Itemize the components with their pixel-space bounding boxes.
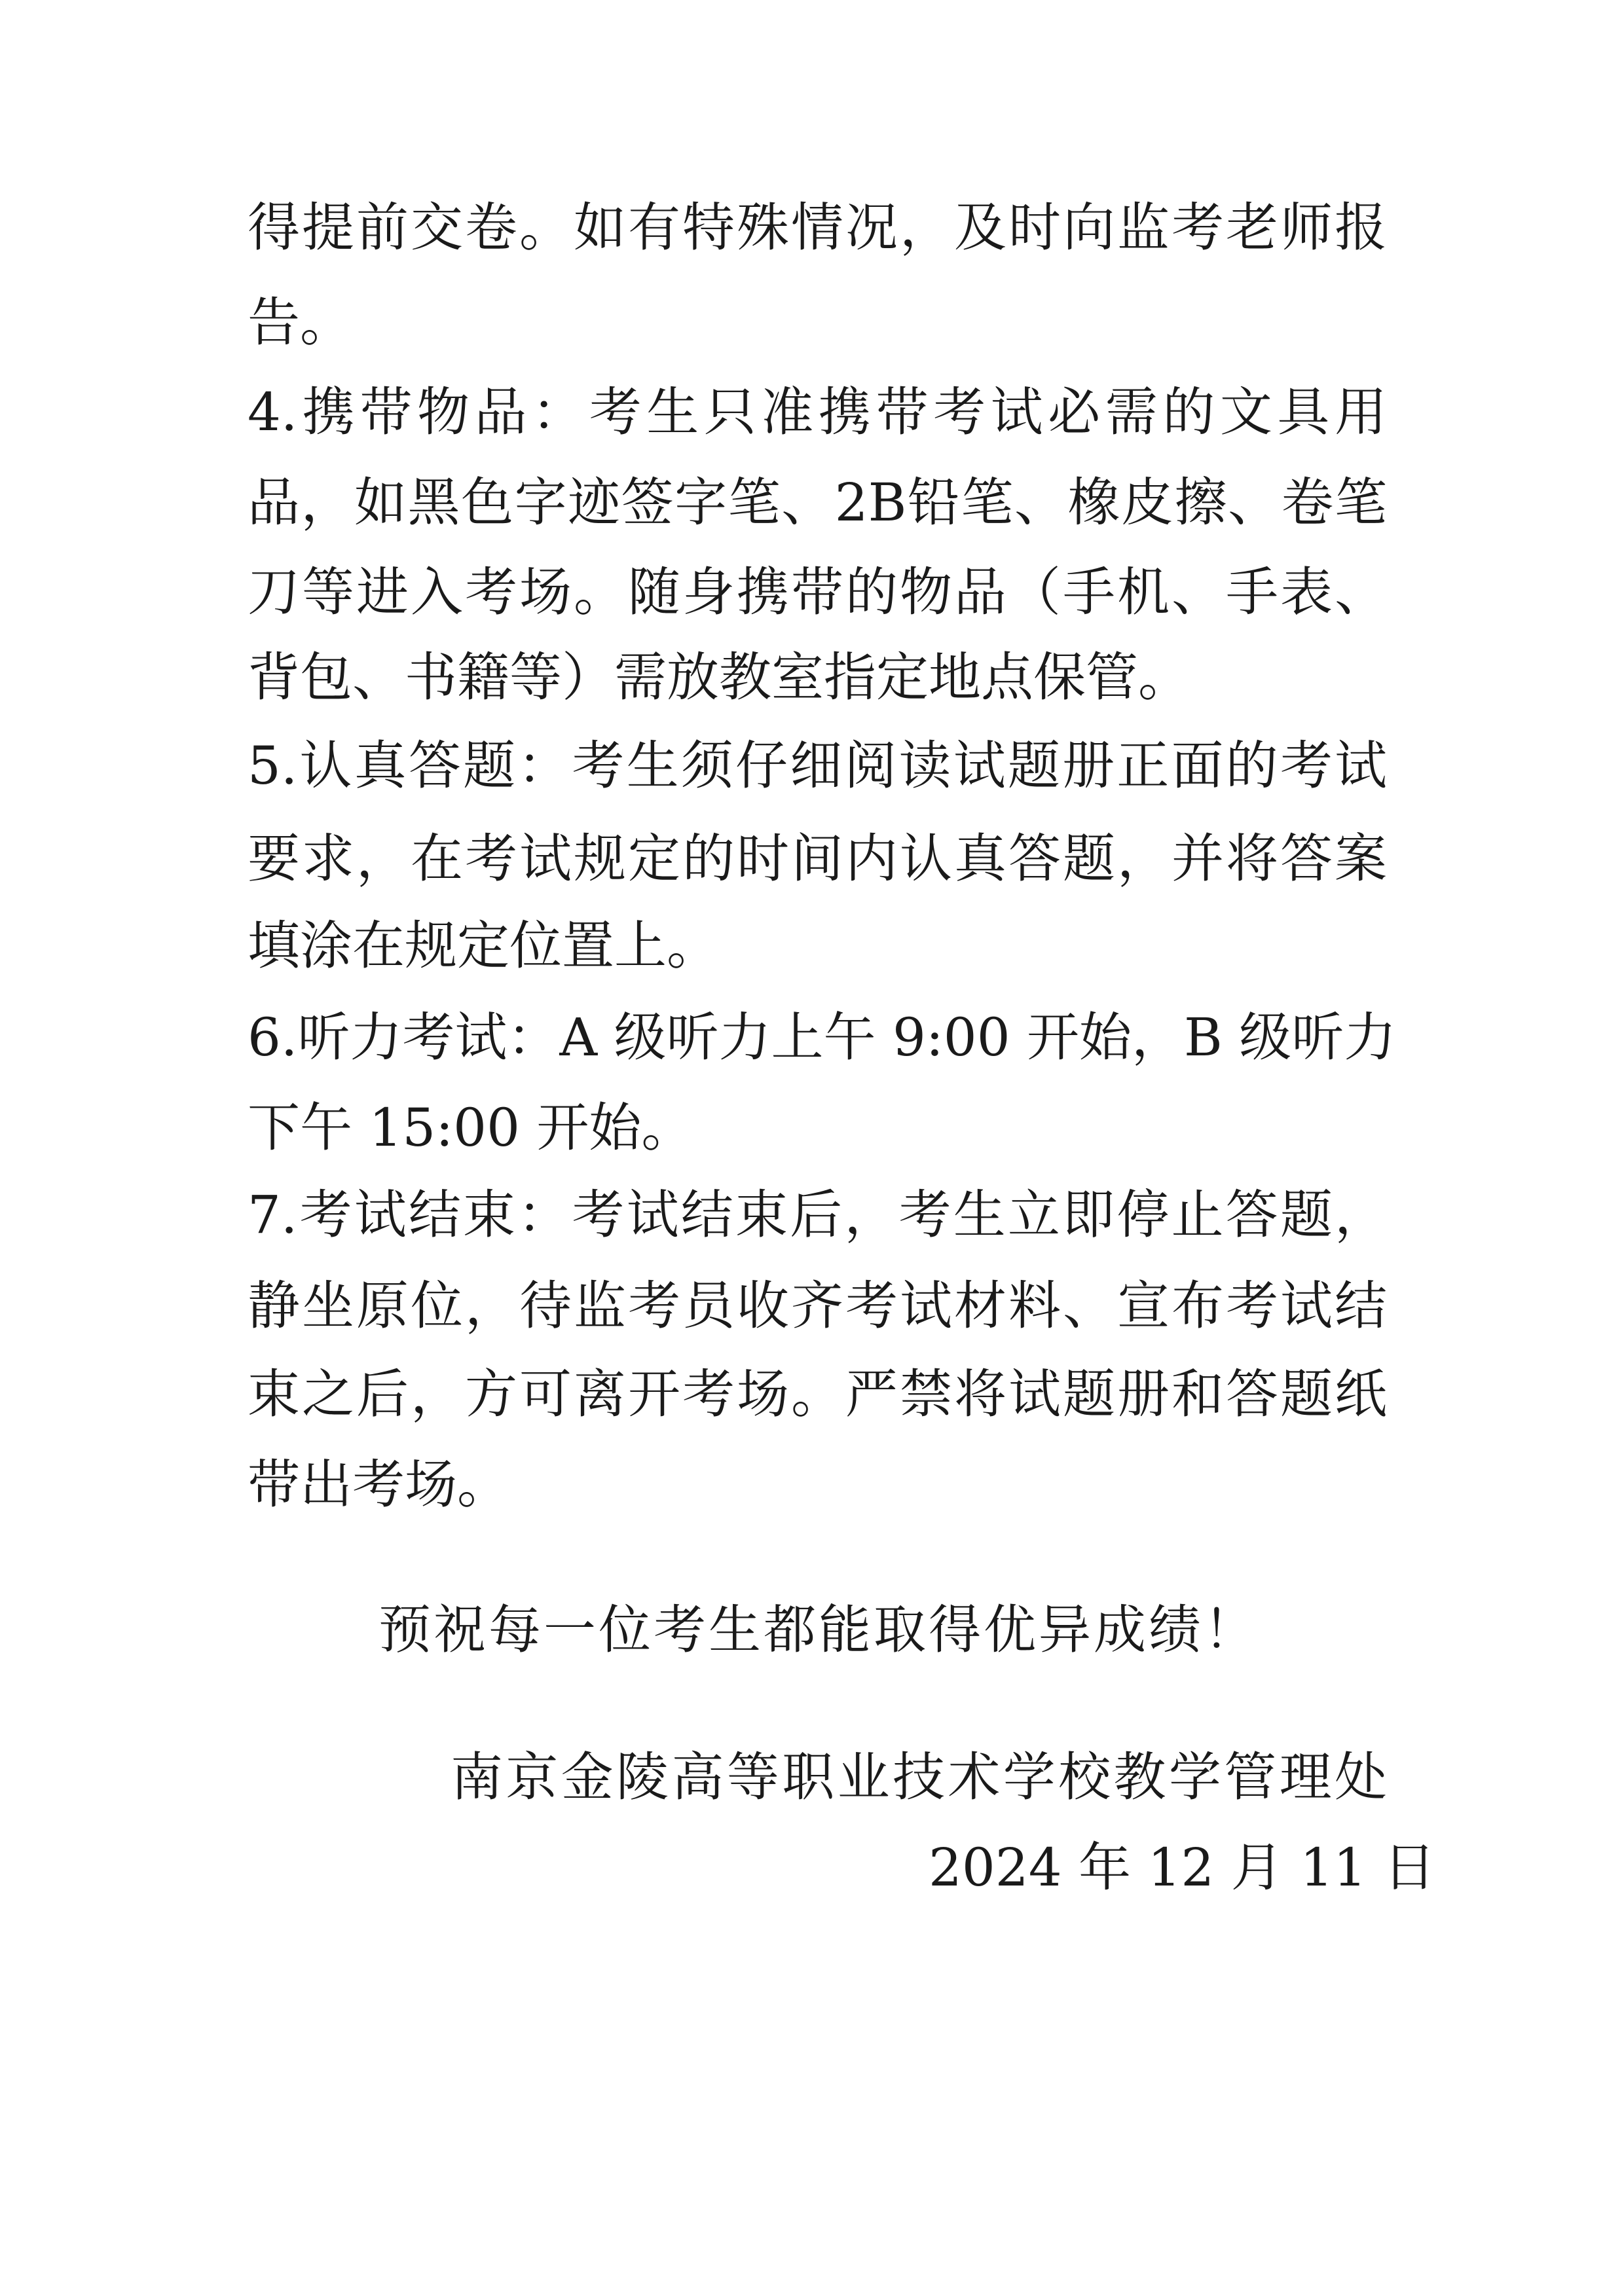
issue-date: 2024 年 12 月 11 日 [929,1837,1436,1898]
paragraph-line: 背包、书籍等）需放教室指定地点保管。 [248,647,1190,708]
paragraph-line: 7.考试结束：考试结束后，考生立即停止答题， [248,1184,1387,1245]
paragraph-line: 束之后，方可离开考场。严禁将试题册和答题纸 [248,1364,1387,1425]
paragraph-line: 刀等进入考场。随身携带的物品（手机、手表、 [248,562,1387,623]
paragraph-line: 填涂在规定位置上。 [248,915,719,976]
paragraph-line: 要求，在考试规定的时间内认真答题，并将答案 [248,828,1387,889]
paragraph-line: 静坐原位，待监考员收齐考试材料、宣布考试结 [248,1275,1387,1336]
paragraph-line: 5.认真答题：考生须仔细阅读试题册正面的考试 [248,735,1387,796]
closing-wish: 预祝每一位考生都能取得优异成绩！ [378,1599,1256,1660]
issuer-name: 南京金陵高等职业技术学校教学管理处 [451,1747,1387,1808]
paragraph-line: 得提前交卷。如有特殊情况，及时向监考老师报 [248,197,1387,258]
paragraph-line: 品，如黑色字迹签字笔、2B铅笔、橡皮擦、卷笔 [248,472,1387,533]
paragraph-line: 下午 15:00 开始。 [248,1097,694,1158]
paragraph-line: 带出考场。 [248,1454,509,1515]
paragraph-line: 告。 [248,292,352,353]
paragraph-line: 6.听力考试：A 级听力上午 9:00 开始，B 级听力 [248,1007,1397,1068]
paragraph-line: 4.携带物品：考生只准携带考试必需的文具用 [248,382,1387,443]
